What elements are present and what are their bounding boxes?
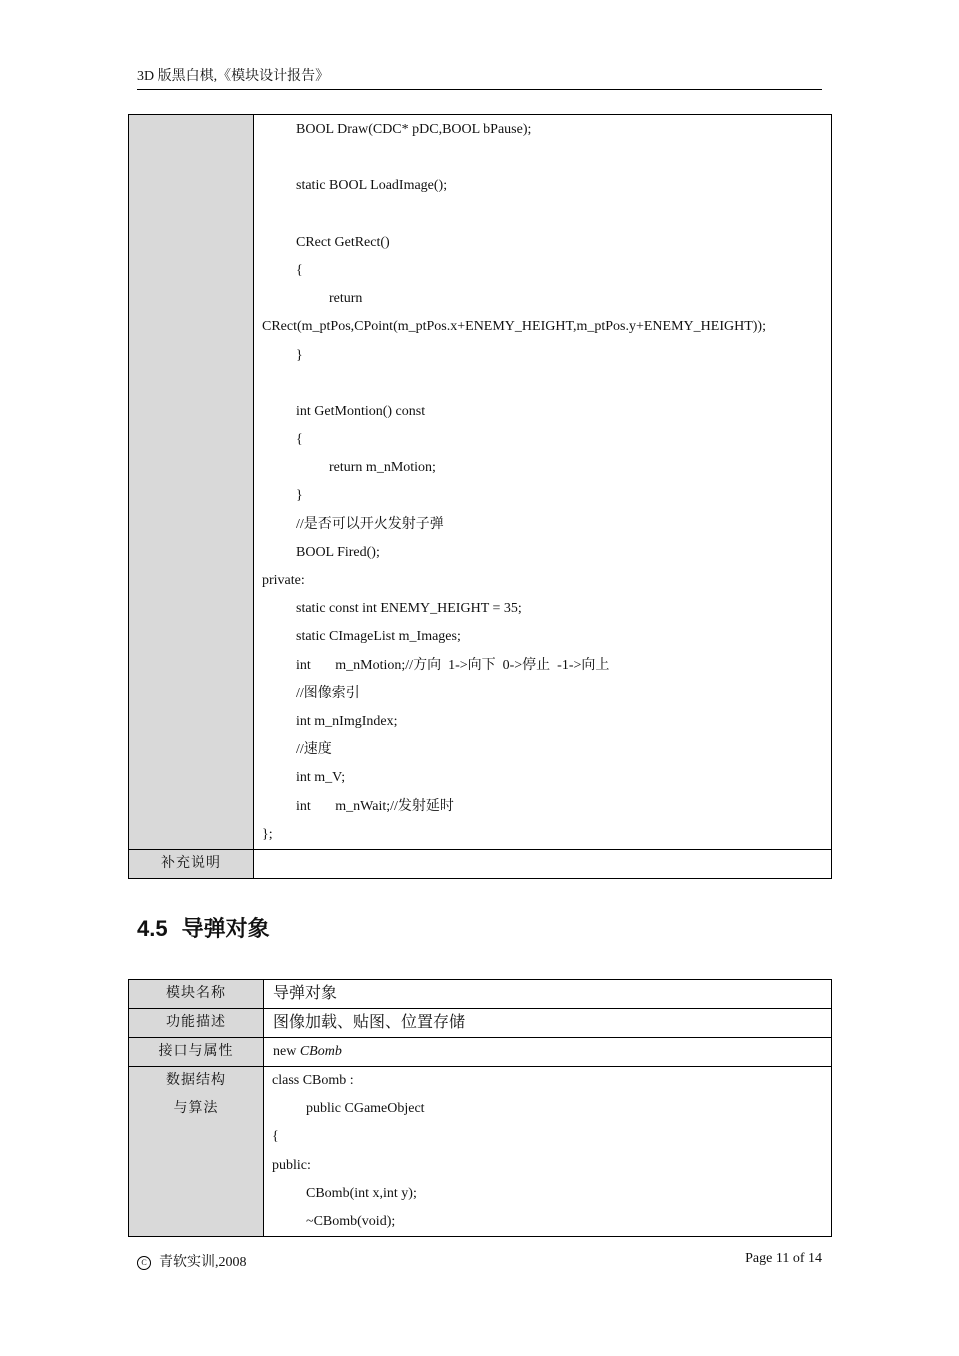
code-line: { [272, 1129, 279, 1145]
interface-class: CBomb [299, 1044, 342, 1059]
code-line: private: [262, 573, 305, 588]
code-line: //图像索引 [296, 685, 360, 701]
code-line: CRect(m_ptPos,CPoint(m_ptPos.x+ENEMY_HEIGHT,m_ptPos.y+ENEMY_HEIGHT)); [262, 319, 766, 335]
code-label-cell [129, 115, 254, 850]
module-table [128, 979, 832, 1237]
supplement-value [254, 849, 832, 878]
code-line: static BOOL LoadImage(); [296, 178, 448, 194]
module-name-value: 导弹对象 [264, 980, 832, 1009]
interface-prefix: new [273, 1044, 300, 1059]
code-line: { [296, 262, 303, 278]
code-table [128, 114, 832, 879]
footer-copyright-text: 青软实训,2008 [159, 1255, 247, 1270]
function-value: 图像加载、贴图、位置存储 [264, 1009, 832, 1038]
code-line: BOOL Fired(); [296, 544, 380, 560]
supplement-label: 补充说明 [129, 849, 254, 878]
code-line: { [296, 432, 303, 448]
code-line [254, 370, 831, 398]
code-line: return [329, 291, 363, 307]
code-line: return m_nMotion; [329, 460, 436, 476]
function-label: 功能描述 [129, 1009, 264, 1038]
code-line: ~CBomb(void); [306, 1213, 396, 1229]
code-line: CBomb(int x,int y); [306, 1185, 417, 1201]
section-number: 4.5 [137, 916, 168, 941]
footer-copyright [137, 1251, 247, 1271]
footer-page: Page 11 of 14 [745, 1251, 822, 1266]
code-line: //速度 [296, 742, 332, 758]
data-structure-label [129, 1067, 264, 1237]
code-line: int m_nImgIndex; [296, 713, 398, 729]
code-line: static const int ENEMY_HEIGHT = 35; [296, 601, 522, 617]
code-cell [254, 115, 832, 850]
data-structure-label-line1: 数据结构 [166, 1073, 226, 1088]
data-structure-code [264, 1067, 832, 1237]
code-line: } [296, 347, 303, 363]
module-name-label: 模块名称 [129, 980, 264, 1009]
code-line [254, 144, 831, 172]
code-line: int GetMontion() const [296, 403, 426, 419]
code-line: }; [262, 826, 273, 842]
data-structure-label-line2: 与算法 [173, 1101, 219, 1116]
code-line: static CImageList m_Images; [296, 629, 461, 645]
code-line: public: [272, 1157, 311, 1173]
page-header [137, 66, 822, 90]
section-title: 导弹对象 [181, 916, 270, 941]
code-line: int m_nMotion;//方向 1->向下 0->停止 -1->向上 [296, 657, 610, 673]
code-line: public CGameObject [306, 1101, 425, 1117]
header-title: 3D 版黑白棋,《模块设计报告》 [137, 69, 330, 84]
code-line: int m_nWait;//发射延时 [296, 798, 454, 814]
code-line [254, 201, 831, 229]
code-line: class CBomb : [272, 1073, 354, 1088]
copyright-icon: C [137, 1256, 151, 1270]
interface-value [264, 1038, 832, 1067]
section-heading [137, 912, 270, 943]
interface-label: 接口与属性 [129, 1038, 264, 1067]
code-line: CRect GetRect() [296, 234, 390, 250]
code-line: int m_V; [296, 770, 346, 786]
code-line: BOOL Draw(CDC* pDC,BOOL bPause); [296, 122, 532, 137]
code-line: //是否可以开火发射子弹 [296, 516, 444, 532]
code-line: } [296, 488, 303, 504]
